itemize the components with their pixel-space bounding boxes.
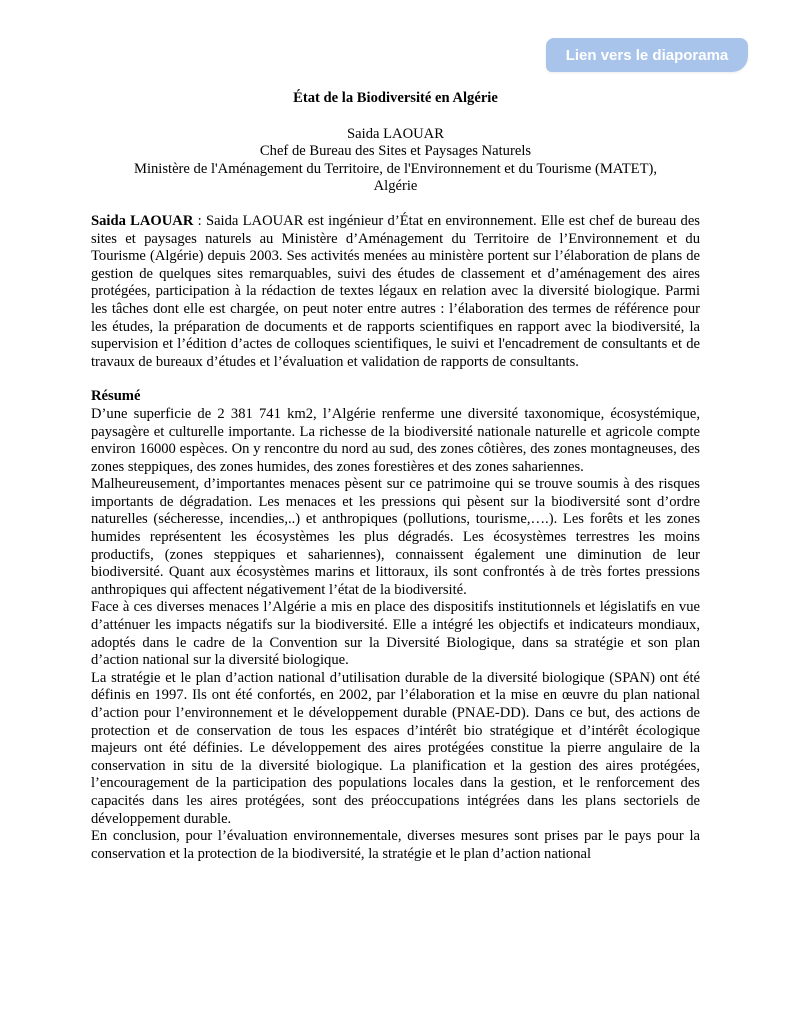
bio-lead-name: Saida LAOUAR xyxy=(91,212,194,229)
author-block xyxy=(91,126,700,196)
document-title: État de la Biodiversité en Algérie xyxy=(293,90,498,106)
author-ministry: Ministère de l'Aménagement du Territoire, de l'Environnement et du Tourisme (MATET), xyxy=(133,160,658,177)
summary-paragraph-2: Malheureusement, d’importantes menaces pèsent sur ce patrimoine qui se trouve soumis à des risques importants de dégradation. Les menaces et les pressions qui pèsent sur la biodiversité sont d’ordre naturelles (sécheresse, incendies,..) et anthropiques (pollutions, tourisme,….). Les forêts et les zones humides représentent les écosystèmes les plus dégradés. Les écosystèmes terrestres les moins productifs, (zones steppiques et sahariennes), connaissent également une diminution de leur biodiversité. Quant aux écosystèmes marins et littoraux, ils sont confrontés à de très fortes pressions anthropiques qui affectent négativement l’état de la biodiversité. xyxy=(91,476,700,598)
summary-paragraph-4: La stratégie et le plan d’action national d’utilisation durable de la diversité biologique (SPAN) ont été définis en 1997. Ils ont été confortés, en 2002, par l’élaboration et la mise en œuvre du plan national d’action pour l’environnement et le développement durable (PNAE-DD). Dans ce but, des actions de protection et de conservation de tous les espaces d’intérêt bio stratégique et d’intérêt écologique majeurs ont été définies. Le développement des aires protégées constitue la pierre angulaire de la conservation in situ de la diversité biologique. La planification et la gestion des aires protégées, l’encouragement de la participation des populations locales dans la gestion, et le renforcement des capacités dans les aires protégées, sont des préoccupations intégrées dans les plans sectoriels de développement durable. xyxy=(91,669,700,827)
summary-paragraph-5: En conclusion, pour l’évaluation environnementale, diverses mesures sont prises par le pays pour la conservation et la protection de la biodiversité, la stratégie et le plan d’action national xyxy=(91,828,700,862)
bio-text: : Saida LAOUAR est ingénieur d’État en environnement. Elle est chef de bureau des sites et paysages naturels au Ministère d’Aménagement du Territoire de l’Environnement et du Tourisme (Algérie) depuis 2003. Ses activités menées au ministère portent sur l’élaboration de plans de gestion de quelques sites remarquables, suivi des études de classement et d’aménagement des aires protégées, participation à la rédaction de textes légaux en relation avec la diversité biologique. Parmi les tâches dont elle est chargée, on peut noter entre autres : l’élaboration des termes de référence pour les études, la préparation de documents et de rapports scientifiques en rapport avec la biodiversité, la supervision et l’édition d’actes de colloques scientifiques, le suivi et l'encadrement de consultants et de travaux de bureaux d’études et l’évaluation et validation de rapports de consultants. xyxy=(91,212,700,370)
summary-heading: Résumé xyxy=(91,388,141,405)
summary-paragraph-3: Face à ces diverses menaces l’Algérie a mis en place des dispositifs institutionnels et législatifs en vue d’atténuer les impacts négatifs sur la biodiversité. Elle a intégré les objectifs et indicateurs mondiaux, adoptés dans le cadre de la Convention sur la Diversité Biologique, dans sa stratégie et son plan d’action national sur la diversité biologique. xyxy=(91,599,700,669)
summary-paragraph-1: D’une superficie de 2 381 741 km2, l’Algérie renferme une diversité taxonomique, écosystémique, paysagère et culturelle importante. La richesse de la biodiversité nationale naturelle et agricole compte environ 16000 espèces. On y rencontre du nord au sud, des zones côtières, des zones montagneuses, des zones steppiques, des zones humides, des zones forestières et des zones sahariennes. xyxy=(91,405,700,475)
document-body xyxy=(91,90,700,863)
author-name: Saida LAOUAR xyxy=(347,125,444,142)
author-bio xyxy=(91,213,700,371)
slideshow-link-button[interactable]: Lien vers le diaporama xyxy=(546,38,748,72)
author-country: Algérie xyxy=(373,178,418,195)
author-position: Chef de Bureau des Sites et Paysages Naturels xyxy=(259,143,532,160)
